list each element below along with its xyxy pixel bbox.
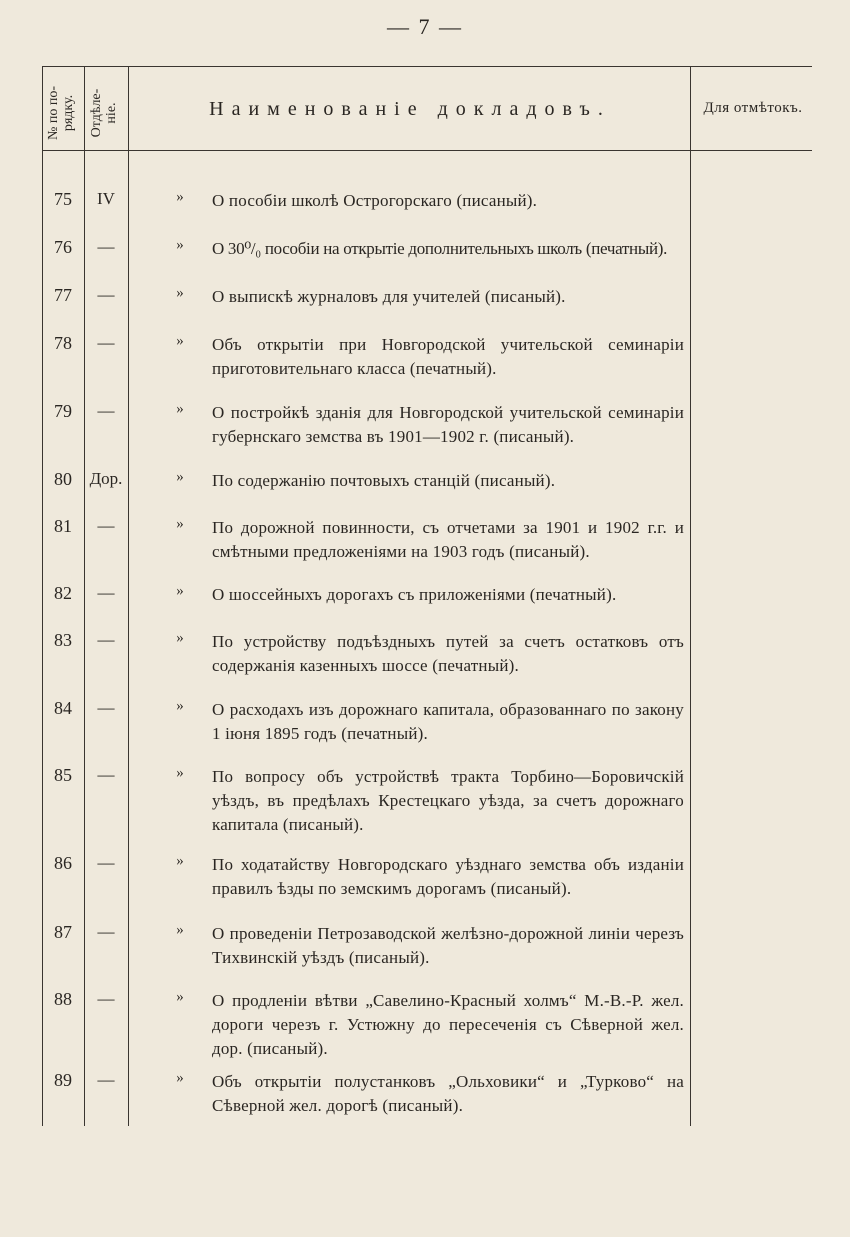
department-column-rule [128,66,129,1126]
row-department: — [97,1070,115,1089]
row-number: 82 [54,583,72,603]
row-number: 83 [54,630,72,650]
ditto-mark: » [176,401,184,417]
row-number: 84 [54,698,72,718]
row-title: Объ открытіи полустанковъ „Ольховики“ и „Турково“ на Сѣверной жел. дорогѣ (писаный). [212,1072,684,1115]
ditto-mark: » [176,630,184,646]
ditto-mark: » [176,1070,184,1086]
row-title: О продленіи вѣтви „Савелино-Красный холмъ“ М.-В.-Р. жел. дороги черезъ г. Устюжну до пересеченія съ Сѣверной жел. дор. (писаный). [212,991,684,1058]
notes-column-rule [690,66,691,1126]
ditto-mark: » [176,853,184,869]
row-number: 89 [54,1070,72,1090]
row-title: О расходахъ изъ дорожнаго капитала, образованнаго по закону 1 іюня 1895 годъ (печатный). [212,700,684,743]
row-department: — [97,285,115,304]
row-department: — [97,516,115,535]
row-department: — [97,583,115,602]
ditto-mark: » [176,765,184,781]
row-number: 80 [54,469,72,489]
row-department: — [97,853,115,872]
column-header-title: Наименованіе докладовъ. [209,98,611,120]
row-title: По устройству подъѣздныхъ путей за счетъ остатковъ отъ содержанія казенныхъ шоссе (печатный). [212,632,684,675]
row-title: Объ открытіи при Новгородской учительской семинаріи приготовительнаго класса (печатный). [212,335,684,378]
row-department: — [97,922,115,941]
row-number: 85 [54,765,72,785]
row-number: 79 [54,401,72,421]
row-number: 86 [54,853,72,873]
column-header-department: Отдѣле- ніе. [89,88,119,138]
ditto-mark: » [176,189,184,205]
ditto-mark: » [176,922,184,938]
row-department: — [97,630,115,649]
row-title: По ходатайству Новгородскаго уѣзднаго земства объ изданіи правилъ ѣзды по земскимъ дорогамъ (писаный). [212,855,684,898]
row-number: 78 [54,333,72,353]
row-number: 75 [54,189,72,209]
page-number: — 7 — [387,14,463,39]
row-department: — [97,989,115,1008]
row-department: — [97,401,115,420]
row-title: О шоссейныхъ дорогахъ съ приложеніями (печатный). [212,585,617,604]
row-title: О проведеніи Петрозаводской желѣзно-дорожной линіи черезъ Тихвинскій уѣздъ (писаный). [212,924,684,967]
ditto-mark: » [176,237,184,253]
ditto-mark: » [176,583,184,599]
row-department: — [97,333,115,352]
row-number: 77 [54,285,72,305]
row-department: — [97,237,115,256]
ditto-mark: » [176,516,184,532]
ditto-mark: » [176,469,184,485]
row-department: IV [97,189,115,208]
ditto-mark: » [176,698,184,714]
row-title: По вопросу объ устройствѣ тракта Торбино—Боровичскій уѣздъ, въ предѣлахъ Крестецкаго уѣзда, за счетъ дорожнаго капитала (писаный). [212,767,684,834]
ditto-mark: » [176,285,184,301]
row-department: Дор. [89,469,123,488]
header-bottom-rule [42,150,812,151]
row-title: По содержанію почтовыхъ станцій (писаный). [212,471,556,490]
ditto-mark: » [176,333,184,349]
row-title: О выпискѣ журналовъ для учителей (писаный). [212,287,566,306]
ditto-mark: » [176,989,184,1005]
table-left-rule [42,66,43,1126]
row-title: По дорожной повинности, съ отчетами за 1901 и 1902 г.г. и смѣтными предложеніями на 1903 годъ (писаный). [212,518,684,561]
table-top-rule [42,66,812,67]
column-header-notes: Для отмѣтокъ. [703,100,803,116]
row-number: 81 [54,516,72,536]
row-title: О 30⁰/₀ пособіи на открытіе дополнительныхъ школъ (печатный). [212,239,668,258]
row-title: О постройкѣ зданія для Новгородской учительской семинаріи губернскаго земства въ 1901—1902 г. (писаный). [212,403,684,446]
row-department: — [97,765,115,784]
row-number: 87 [54,922,72,942]
row-title: О пособіи школѣ Острогорскаго (писаный). [212,191,538,210]
row-number: 76 [54,237,72,257]
row-number: 88 [54,989,72,1009]
column-header-number: № по по- рядку. [46,86,76,141]
row-department: — [97,698,115,717]
